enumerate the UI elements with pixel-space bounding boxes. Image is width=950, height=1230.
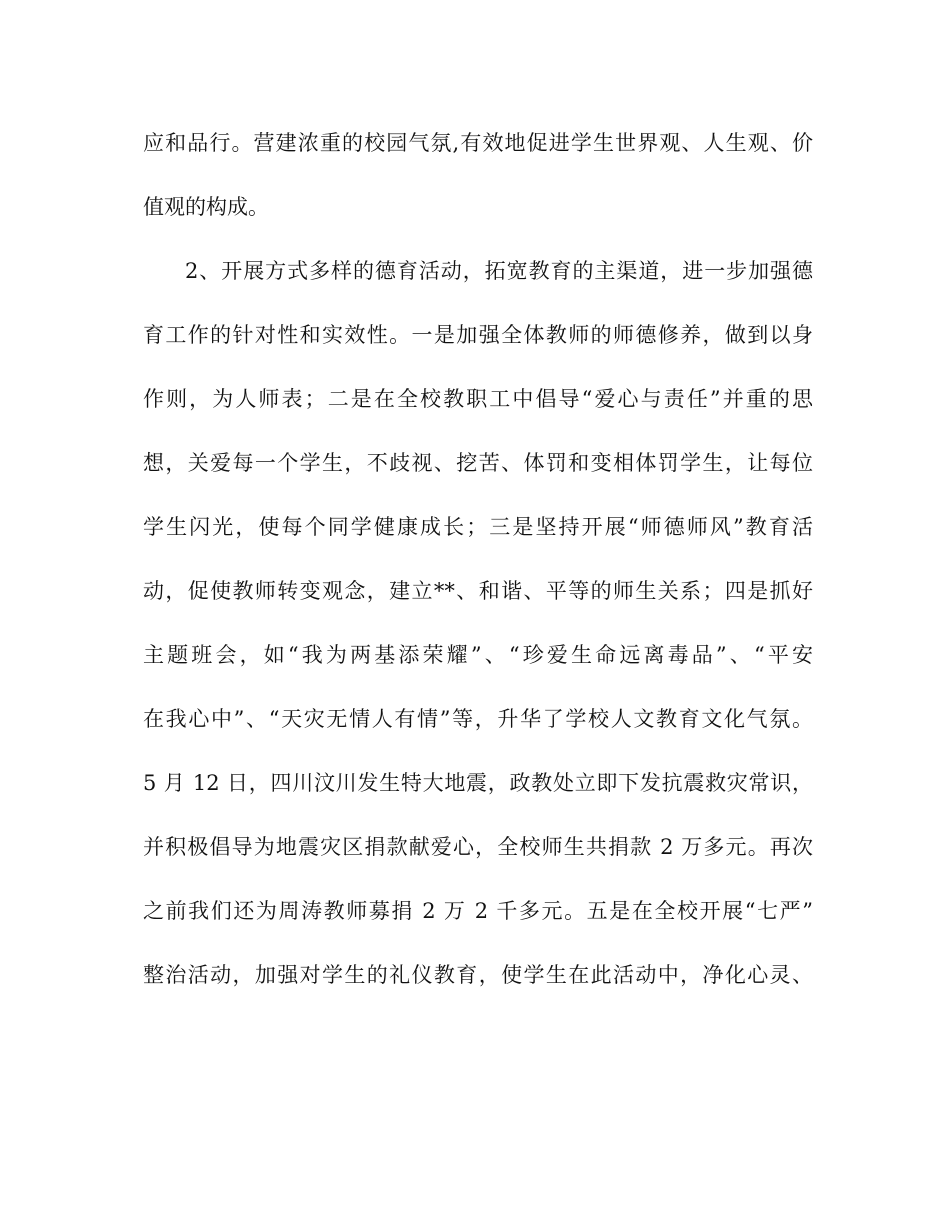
text-line: 学生闪光，使每个同学健康成长；三是坚持开展“师德师风”教育活	[143, 515, 813, 539]
text-line: 应和品行。营建浓重的校园气氛,有效地促进学生世界观、人生观、价	[143, 131, 813, 155]
text-line: 作则，为人师表；二是在全校教职工中倡导“爱心与责任”并重的思	[143, 387, 813, 411]
text-line: 主题班会，如“我为两基添荣耀”、“珍爱生命远离毒品”、“平安	[143, 643, 813, 667]
text-line: 并积极倡导为地震灾区捐款献爱心，全校师生共捐款 2 万多元。再次	[143, 835, 813, 859]
text-line: 想，关爱每一个学生，不歧视、挖苦、体罚和变相体罚学生，让每位	[143, 451, 813, 475]
text-line: 之前我们还为周涛教师募捐 2 万 2 千多元。五是在全校开展“七严”	[143, 899, 813, 923]
text-line: 值观的构成。	[143, 195, 269, 219]
text-line: 动，促使教师转变观念，建立**、和谐、平等的师生关系；四是抓好	[143, 579, 813, 603]
text-line: 2、开展方式多样的德育活动，拓宽教育的主渠道，进一步加强德	[185, 259, 813, 283]
text-line: 5 月 12 日，四川汶川发生特大地震，政教处立即下发抗震救灾常识，	[143, 771, 813, 795]
text-line: 育工作的针对性和实效性。一是加强全体教师的师德修养，做到以身	[143, 323, 813, 347]
body-text	[143, 121, 813, 1017]
text-line: 在我心中”、“天灾无情人有情”等，升华了学校人文教育文化气氛。	[143, 707, 813, 731]
text-line: 整治活动，加强对学生的礼仪教育，使学生在此活动中，净化心灵、	[143, 963, 813, 987]
